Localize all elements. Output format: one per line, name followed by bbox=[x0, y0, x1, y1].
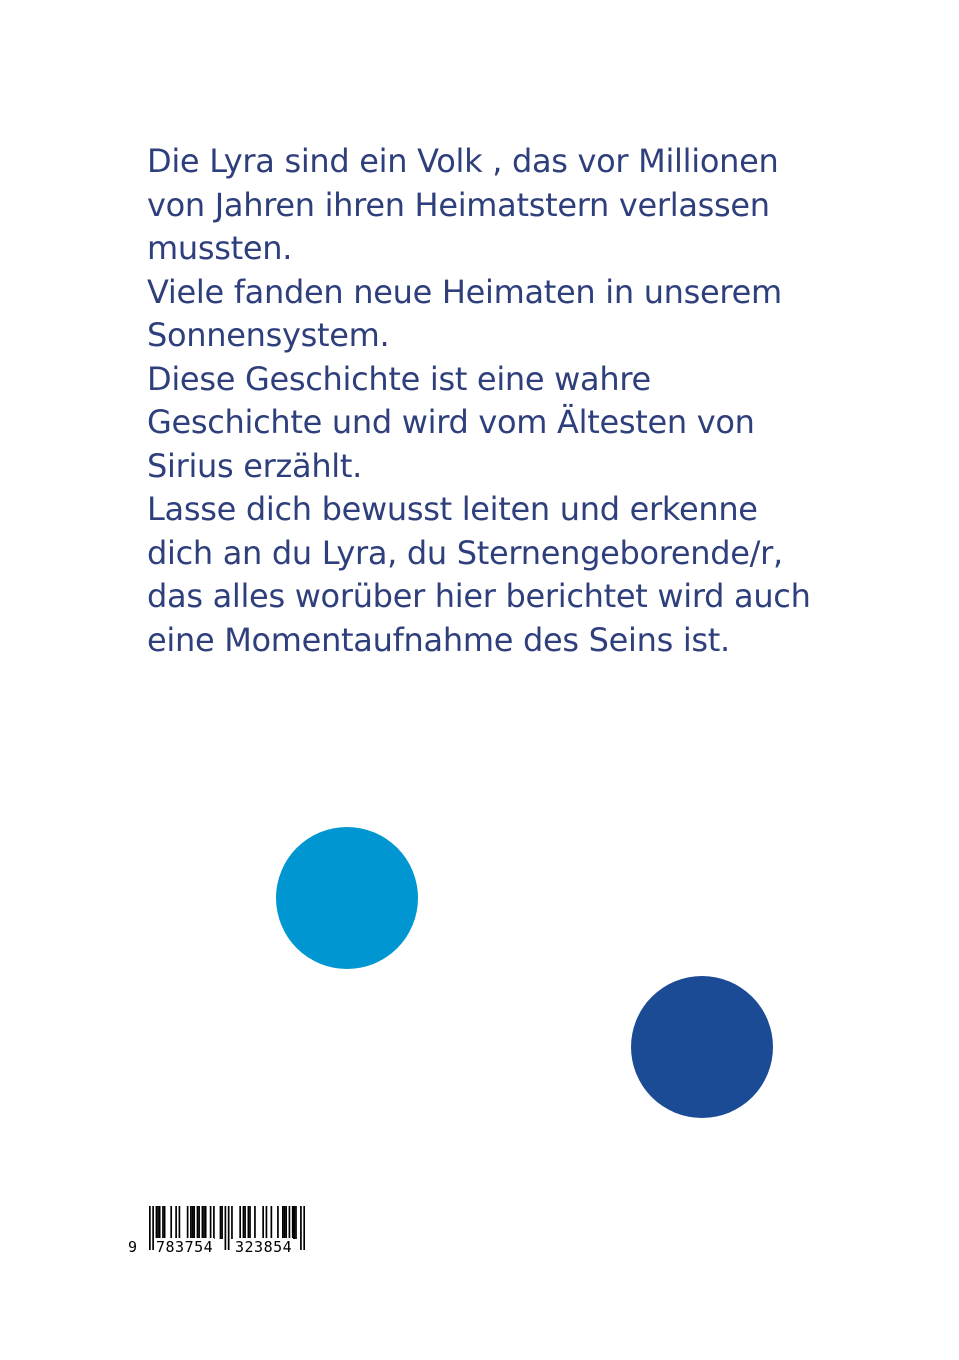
barcode-bar bbox=[179, 1206, 181, 1239]
back-cover-blurb bbox=[147, 140, 847, 662]
barcode-bar bbox=[277, 1206, 279, 1239]
isbn-barcode bbox=[128, 1206, 308, 1258]
barcode-bar bbox=[243, 1206, 245, 1239]
barcode-bar bbox=[285, 1206, 287, 1239]
blurb-line: Geschichte und wird vom Ältesten von bbox=[147, 403, 755, 441]
barcode-bar bbox=[202, 1206, 204, 1239]
barcode-bar bbox=[157, 1206, 159, 1239]
blurb-line: Sonnensystem. bbox=[147, 316, 390, 354]
barcode-bar bbox=[203, 1206, 205, 1239]
barcode-left-digits: 783754 bbox=[156, 1238, 214, 1256]
barcode-bar bbox=[294, 1206, 296, 1239]
barcode-bar bbox=[239, 1206, 241, 1239]
barcode-right-digits: 323854 bbox=[235, 1238, 293, 1256]
barcode-bar bbox=[221, 1206, 223, 1239]
barcode-bar bbox=[162, 1206, 164, 1239]
barcode-bar bbox=[282, 1206, 284, 1239]
barcode-bar bbox=[170, 1206, 172, 1239]
barcode-lead-digit: 9 bbox=[128, 1238, 138, 1256]
barcode-bar bbox=[244, 1206, 246, 1239]
barcode-bar bbox=[295, 1206, 297, 1239]
blurb-line: Sirius erzählt. bbox=[147, 446, 363, 485]
barcode-bar bbox=[164, 1206, 166, 1239]
blurb-line: Lasse dich bewusst leiten und erkenne bbox=[147, 490, 758, 528]
barcode-bar bbox=[266, 1206, 268, 1239]
blurb-line: von Jahren ihren Heimatstern verlassen bbox=[147, 185, 770, 224]
barcode-bar bbox=[271, 1206, 273, 1239]
barcode-bar bbox=[159, 1206, 161, 1239]
barcode-bar bbox=[192, 1206, 194, 1239]
barcode-bar bbox=[190, 1206, 192, 1239]
barcode-bar bbox=[292, 1206, 294, 1239]
barcode-bar bbox=[231, 1206, 233, 1239]
blurb-line: Diese Geschichte ist eine wahre bbox=[147, 359, 651, 398]
barcode-bar bbox=[205, 1206, 207, 1239]
barcode-bar bbox=[175, 1206, 177, 1239]
dark-blue-circle bbox=[631, 976, 773, 1118]
barcode-bar bbox=[254, 1206, 256, 1239]
light-blue-circle bbox=[276, 827, 418, 969]
barcode-bar bbox=[187, 1206, 189, 1239]
barcode-bar bbox=[197, 1206, 199, 1239]
barcode-bar bbox=[210, 1206, 212, 1239]
barcode-bar bbox=[213, 1206, 215, 1239]
barcode-bar bbox=[289, 1206, 291, 1239]
barcode-digits bbox=[128, 1238, 308, 1258]
barcode-bar bbox=[249, 1206, 251, 1239]
barcode-bar bbox=[284, 1206, 286, 1239]
barcode-bar bbox=[248, 1206, 250, 1239]
blurb-line: mussten. bbox=[147, 229, 293, 267]
blurb-line: Viele fanden neue Heimaten in unserem bbox=[147, 272, 782, 311]
blurb-line: eine Momentaufnahme des Seins ist. bbox=[147, 620, 730, 659]
barcode-bar bbox=[193, 1206, 195, 1239]
blurb-line: dich an du Lyra, du Sternengeborende/r, bbox=[147, 533, 783, 572]
barcode-bar bbox=[156, 1206, 158, 1239]
blurb-line: das alles worüber hier berichtet wird auch bbox=[147, 577, 811, 615]
blurb-line: Die Lyra sind ein Volk , das vor Millionen bbox=[147, 142, 779, 180]
barcode-bar bbox=[198, 1206, 200, 1239]
barcode-bar bbox=[220, 1206, 222, 1239]
barcode-bar bbox=[262, 1206, 264, 1239]
